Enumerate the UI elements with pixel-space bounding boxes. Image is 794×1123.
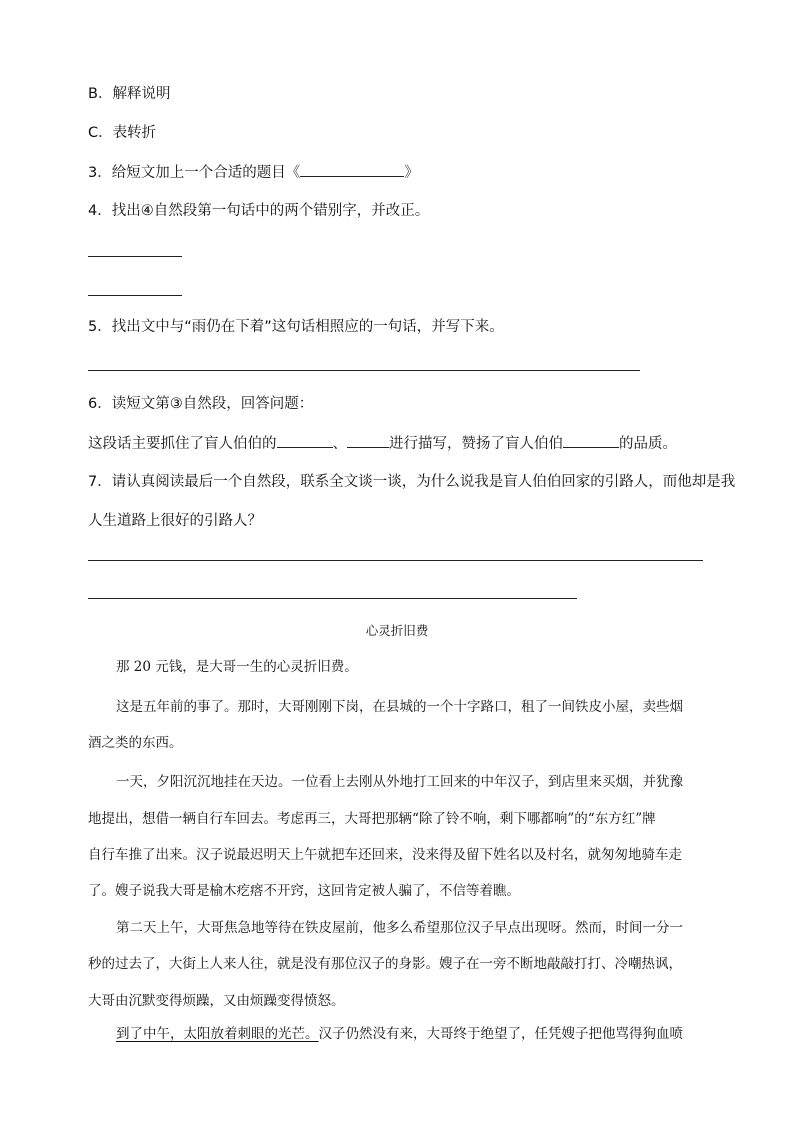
wrong-char-blank-2[interactable]: [88, 281, 121, 296]
article-paragraph-4-line-2: 秒的过去了，大街上人来人往，就是没有那位汉子的身影。嫂子在一旁不断地敲敲打打、冷嘲热讽，: [88, 956, 682, 972]
question-6-fill: [88, 433, 677, 454]
question-7-line-2: 人生道路上很好的引路人？: [88, 513, 262, 529]
article-paragraph-4-line-1: 第二天上午，大哥焦急地等待在铁皮屋前，他多么希望那位汉子早点出现呀。然而，时间一分一: [116, 920, 683, 936]
article-title: 心灵折旧费: [365, 623, 429, 638]
correct-char-blank-1[interactable]: [149, 242, 182, 257]
question-6: 6．读短文第③自然段，回答问题：: [88, 396, 314, 412]
q6-blank-1[interactable]: [277, 433, 333, 448]
q6-fill-text-2: 进行描写，赞扬了盲人伯伯: [389, 436, 563, 452]
q6-fill-text-1: 这段话主要抓住了盲人伯伯的: [88, 436, 277, 452]
q6-blank-2[interactable]: [347, 433, 389, 448]
article-paragraph-3-line-3: 自行车推了出来。汉子说最迟明天上午就把车还回来，没来得及留下姓名以及村名，就匆匆地骑车走: [88, 847, 682, 863]
answer-line-q7-1[interactable]: [88, 560, 703, 561]
title-answer-blank[interactable]: [300, 162, 404, 177]
question-4: 4．找出④自然段第一句话中的两个错别字，并改正。: [88, 203, 430, 219]
article-paragraph-2-line-2: 酒之类的东西。: [88, 735, 183, 751]
q6-separator: 、: [332, 436, 347, 452]
question-3-text: 3．给短文加上一个合适的题目《: [88, 165, 301, 181]
correction-row-1: [88, 238, 182, 258]
article-paragraph-3-line-4: 了。嫂子说我大哥是榆木疙瘩不开窍，这回肯定被人骗了，不信等着瞧。: [88, 883, 520, 899]
article-paragraph-1-line-1: 那 20 元钱，是大哥一生的心灵折旧费。: [116, 659, 358, 675]
q6-fill-text-3: 的品质。: [619, 436, 677, 452]
article-paragraph-3-line-2: 地提出，想借一辆自行车回去。考虑再三，大哥把那辆“除了铃不响，剩下哪都响”的“东方红”牌: [88, 811, 656, 827]
question-3-close: 》: [404, 165, 419, 181]
article-paragraph-2-line-1: 这是五年前的事了。那时，大哥刚刚下岗，在县城的一个十字路口，租了一间铁皮小屋，卖些烟: [116, 699, 683, 715]
question-3: [88, 162, 419, 183]
correct-char-blank-2[interactable]: [149, 281, 182, 296]
arrow-dash: [121, 287, 149, 296]
wrong-char-blank-1[interactable]: [88, 242, 121, 257]
question-7-line-1: 7．请认真阅读最后一个自然段，联系全文谈一谈，为什么说我是盲人伯伯回家的引路人，而他却是我: [88, 474, 736, 490]
correction-row-2: [88, 277, 182, 297]
article-paragraph-4-line-3: 大哥由沉默变得烦躁，又由烦躁变得愤怒。: [88, 993, 345, 1009]
answer-line-q5[interactable]: [88, 370, 640, 371]
underlined-sentence: 到了中午，太阳放着刺眼的光芒。: [116, 1026, 319, 1042]
option-c: C．表转折: [88, 125, 157, 141]
q6-blank-3[interactable]: [563, 433, 619, 448]
answer-line-q7-2[interactable]: [88, 598, 577, 599]
article-paragraph-3-line-1: 一天，夕阳沉沉地挂在天边。一位看上去刚从外地打工回来的中年汉子，到店里来买烟，并犹豫: [116, 774, 683, 790]
article-last-line: [116, 1024, 683, 1044]
option-b: B．解释说明: [88, 86, 171, 102]
article-last-line-rest: 汉子仍然没有来，大哥终于绝望了，任凭嫂子把他骂得狗血喷: [318, 1026, 683, 1042]
question-5: 5．找出文中与“雨仍在下着”这句话相照应的一句话，并写下来。: [88, 319, 504, 335]
arrow-dash: [121, 248, 149, 257]
